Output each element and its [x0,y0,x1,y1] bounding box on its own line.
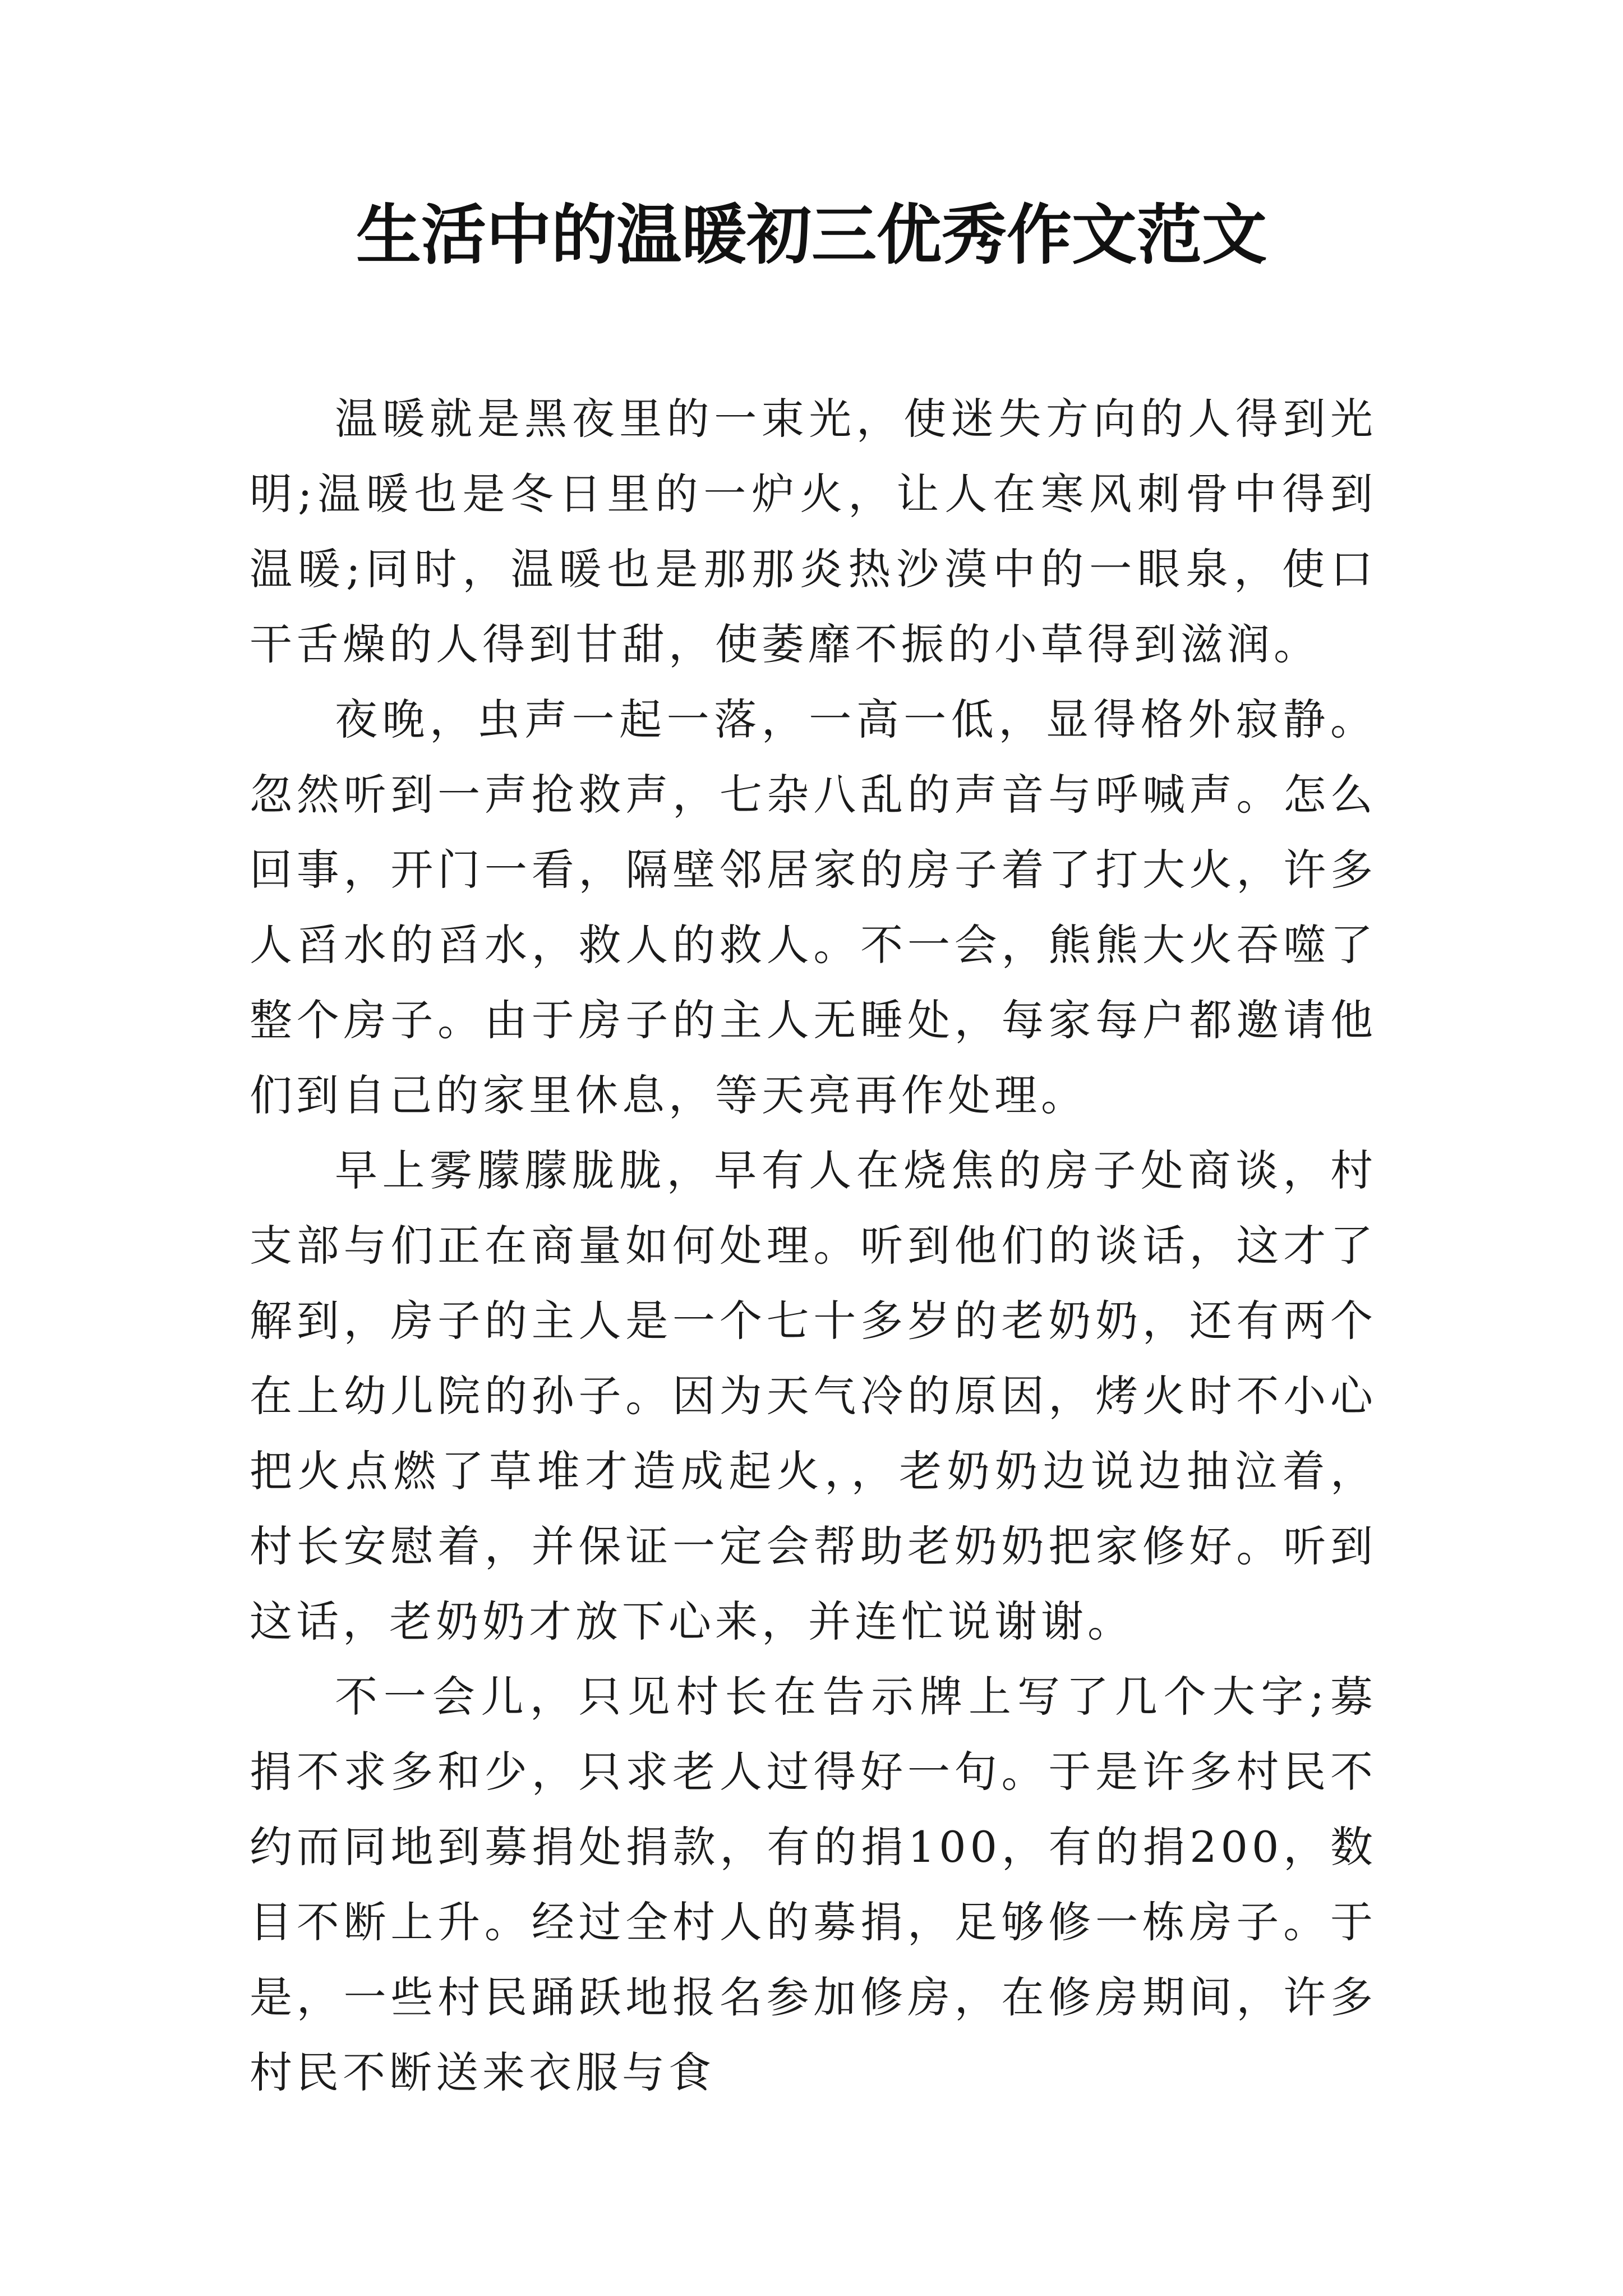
paragraph-3: 早上雾朦朦胧胧，早有人在烧焦的房子处商谈，村支部与们正在商量如何处理。听到他们的谈话，这才了解到，房子的主人是一个七十多岁的老奶奶，还有两个在上幼儿院的孙子。因为天气冷的原因，烤火时不小心把火点燃了草堆才造成起火，，老奶奶边说边抽泣着，村长安慰着，并保证一定会帮助老奶奶把家修好。听到这话，老奶奶才放下心来，并连忙说谢谢。 [250,1145,1377,1646]
document-title: 生活中的温暖初三优秀作文范文 [356,197,1267,273]
document-body [250,381,1377,2110]
paragraph-2: 夜晚，虫声一起一落，一高一低，显得格外寂静。忽然听到一声抢救声，七杂八乱的声音与呼喊声。怎么回事，开门一看，隔壁邻居家的房子着了打大火，许多人舀水的舀水，救人的救人。不一会，熊熊大火吞噬了整个房子。由于房子的主人无睡处，每家每户都邀请他们到自己的家里休息，等天亮再作处理。 [250,694,1377,1120]
paragraph-4: 不一会儿，只见村长在告示牌上写了几个大字;募捐不求多和少，只求老人过得好一句。于是许多村民不约而同地到募捐处捐款，有的捐100，有的捐200，数目不断上升。经过全村人的募捐，足够修一栋房子。于是，一些村民踊跃地报名参加修房，在修房期间，许多村民不断送来衣服与食 [250,1672,1377,2097]
paragraph-1: 温暖就是黑夜里的一束光，使迷失方向的人得到光明;温暖也是冬日里的一炉火，让人在寒风刺骨中得到温暖;同时，温暖也是那那炎热沙漠中的一眼泉，使口干舌燥的人得到甘甜，使萎靡不振的小草得到滋润。 [250,394,1377,669]
